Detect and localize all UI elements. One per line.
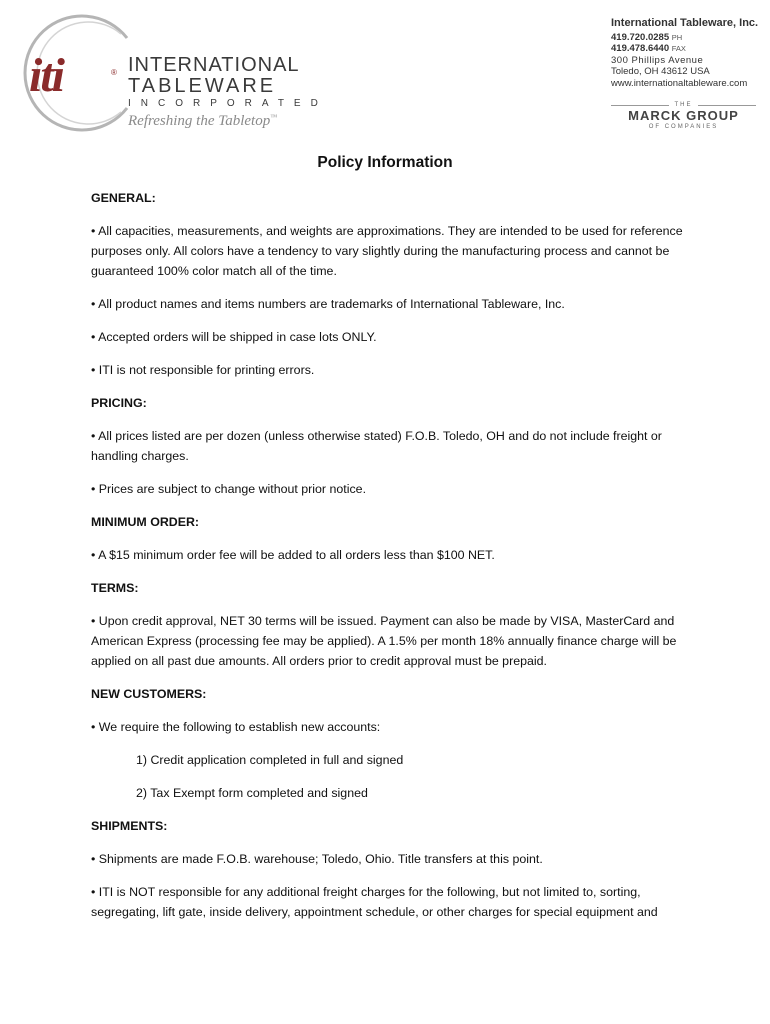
trademark-mark: ™ <box>270 113 278 121</box>
paragraph: • Accepted orders will be shipped in case lots ONLY. <box>91 330 377 344</box>
paragraph: • We require the following to establish new accounts: <box>91 720 381 734</box>
paragraph: • Prices are subject to change without prior notice. <box>91 482 367 496</box>
list-item: 1) Credit application completed in full and signed <box>136 753 404 767</box>
section-heading-terms: TERMS: <box>91 581 139 595</box>
policy-content <box>91 188 691 935</box>
list-item: 2) Tax Exempt form completed and signed <box>136 786 368 800</box>
paragraph: • All prices listed are per dozen (unless otherwise stated) F.O.B. Toledo, OH and do not include freight or handling charges. <box>91 429 662 463</box>
marck-rule-right <box>698 105 756 106</box>
marck-of-companies: OF COMPANIES <box>648 124 719 130</box>
page-title: Policy Information <box>317 154 453 171</box>
contact-company: International Tableware, Inc. <box>611 17 759 29</box>
marck-the: THE <box>674 102 693 108</box>
contact-address2: Toledo, OH 43612 USA <box>611 66 710 77</box>
tagline-text: Refreshing the Tabletop <box>128 113 271 129</box>
section-heading-minimum-order: MINIMUM ORDER: <box>91 515 200 529</box>
marck-rule-left <box>611 105 669 106</box>
paragraph: • ITI is NOT responsible for any additional freight charges for the following, but not limited to, sorting, segregating, lift gate, inside delivery, appointment schedule, or other charges for special equipment and <box>91 885 658 919</box>
brand-name <box>128 55 328 130</box>
brand-line-international: INTERNATIONAL <box>128 54 300 76</box>
registered-mark: ® <box>111 68 117 77</box>
contact-address1: 300 Phillips Avenue <box>611 54 704 66</box>
paragraph: • All capacities, measurements, and weights are approximations. They are intended to be used for reference purposes only. All colors have a tendency to vary slightly during the manufacturing process and cannot be guaranteed 100% color match all of the time. <box>91 224 683 278</box>
marck-group-logo <box>611 101 756 131</box>
paragraph: • Shipments are made F.O.B. warehouse; Toledo, Ohio. Title transfers at this point. <box>91 852 543 866</box>
marck-name: MARCK GROUP <box>628 108 739 123</box>
contact-phone-label: PH <box>671 32 683 42</box>
paragraph: • Upon credit approval, NET 30 terms will be issued. Payment can also be made by VISA, MasterCard and American Express (processing fee may be applied). A 1.5% per month 18% annually finance charge will be applied on all past due amounts. All orders prior to credit approval must be prepaid. <box>91 614 677 668</box>
paragraph: • ITI is not responsible for printing errors. <box>91 363 315 377</box>
contact-website: www.internationaltableware.com <box>611 77 748 89</box>
brand-tagline <box>128 113 328 130</box>
logo-mark: iti <box>29 49 64 102</box>
contact-fax-label: FAX <box>671 44 686 53</box>
contact-fax-line <box>611 43 761 55</box>
paragraph: • A $15 minimum order fee will be added to all orders less than $100 NET. <box>91 548 495 562</box>
section-heading-shipments: SHIPMENTS: <box>91 819 168 833</box>
section-heading-general: GENERAL: <box>91 191 156 205</box>
brand-line-tableware: TABLEWARE <box>128 75 277 97</box>
company-logo <box>15 10 328 135</box>
contact-phone-line <box>611 32 761 44</box>
brand-line-incorporated: INCORPORATED <box>128 98 328 109</box>
contact-fax: 419.478.6440 <box>611 43 670 54</box>
contact-phone: 419.720.0285 <box>611 31 670 43</box>
contact-block <box>611 18 761 89</box>
section-heading-new-customers: NEW CUSTOMERS: <box>91 687 207 701</box>
section-heading-pricing: PRICING: <box>91 396 147 410</box>
paragraph: • All product names and items numbers are trademarks of International Tableware, Inc. <box>91 297 565 311</box>
